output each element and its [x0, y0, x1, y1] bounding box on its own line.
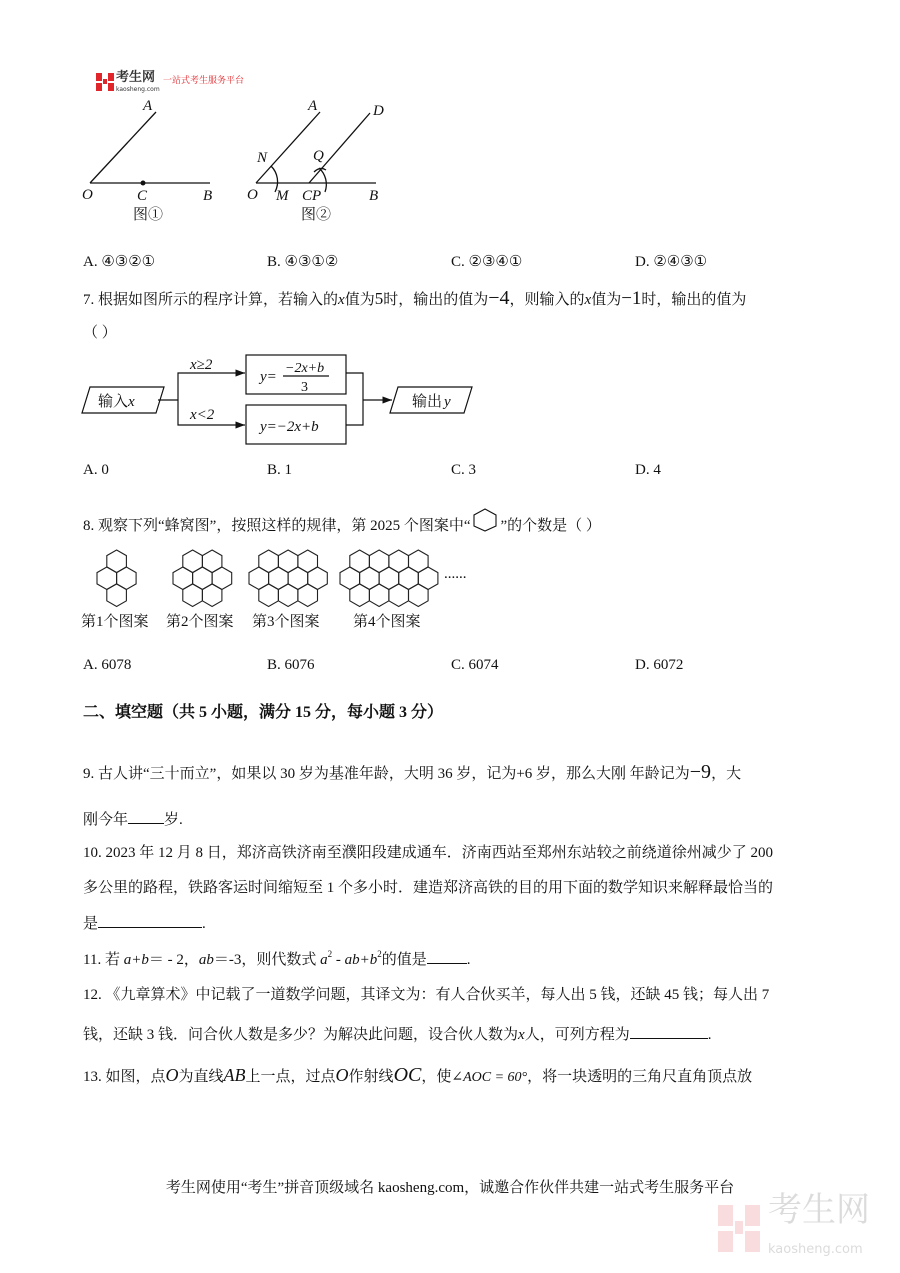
- hexagon-cell: [350, 584, 370, 607]
- q7-question: 7. 根据如图所示的程序计算，若输入的x值为5时，输出的值为−4，则输入的x值为−1时，输出的值为: [83, 287, 747, 309]
- q8-question: 8. 观察下列“蜂窝图”，按照这样的规律，第 2025 个图案中“ ”的个数是（ ）: [83, 508, 601, 535]
- answer-blank[interactable]: [98, 913, 202, 928]
- svg-text:Q: Q: [313, 148, 324, 164]
- hexagon-cell: [409, 584, 429, 607]
- svg-text:x≥2: x≥2: [190, 357, 213, 373]
- answer-blank[interactable]: [630, 1024, 708, 1039]
- q7-option-b: B. 1: [267, 462, 293, 478]
- hexagon-cell: [202, 584, 222, 607]
- q10-line1: 10. 2023 年 12 月 8 日，郑济高铁济南至濮阳段建成通车．济南西站至郑州东站较之前绕道徐州减少了 200: [83, 845, 774, 861]
- svg-text:y: y: [444, 394, 451, 410]
- hexagon-cell: [183, 584, 203, 607]
- q7-option-a: A. 0: [83, 462, 109, 478]
- q10-line2: 多公里的路程，铁路客运时间缩短至 1 个多小时．建造郑济高铁的目的用下面的数学知识来解释最恰当的: [83, 880, 774, 896]
- hexagon-cell: [298, 584, 318, 607]
- svg-text:N: N: [257, 150, 268, 166]
- svg-text:M: M: [276, 188, 289, 204]
- q8-option-b: B. 6076: [267, 657, 315, 673]
- svg-text:x: x: [128, 394, 135, 410]
- q12-line1: 12. 《九章算术》中记载了一道数学问题，其译文为：有人合伙买羊，每人出 5 钱，还缺 45 钱；每人出 7: [83, 987, 770, 1003]
- logo-slogan: 一站式考生服务平台: [163, 76, 245, 86]
- section-title: 二、填空题（共 5 小题，满分 15 分，每小题 3 分）: [83, 704, 444, 721]
- label-o: O: [82, 187, 93, 203]
- svg-text:输入: 输入: [98, 394, 129, 410]
- q9-line2: 刚今年 岁.: [83, 809, 183, 829]
- label-a: A: [143, 98, 153, 114]
- logo-domain: kaosheng.com: [116, 86, 160, 93]
- ellipsis: ......: [444, 566, 467, 582]
- svg-text:x<2: x<2: [190, 407, 215, 423]
- hexagon-cell: [107, 584, 127, 607]
- honeycomb-pattern-3: [249, 550, 327, 607]
- hexagon-cell: [278, 584, 298, 607]
- q6-option-d: D. ②④③①: [635, 254, 708, 270]
- pattern-caption-4: 第4个图案: [353, 614, 421, 630]
- pattern-caption-3: 第3个图案: [252, 614, 320, 630]
- hexagon-cell: [369, 584, 389, 607]
- q6-option-b: B. ④③①②: [267, 254, 339, 270]
- q7-answer-paren: （ ）: [83, 325, 117, 341]
- q8-option-c: C. 6074: [451, 657, 499, 673]
- label-c: C: [137, 188, 148, 204]
- hexagon-cell: [389, 584, 409, 607]
- svg-text:y=: y=: [260, 369, 277, 385]
- svg-text:A: A: [308, 98, 318, 114]
- footer-text: 考生网使用“考生”拼音顶级域名 kaosheng.com，诚邀合作伙伴共建一站式考生服务平台: [165, 1180, 735, 1196]
- q9-question: 9. 古人讲“三十而立”，如果以 30 岁为基准年龄，大明 36 岁，记为+6 岁，那么大刚 年龄记为−9，大: [83, 761, 742, 783]
- honeycomb-patterns: [0, 0, 480, 620]
- honeycomb-pattern-2: [173, 550, 232, 607]
- watermark-mark-icon: [718, 1205, 760, 1253]
- footer-watermark-logo: 考生网 kaosheng.com: [718, 1205, 888, 1255]
- q13-question: 13. 如图，点O为直线AB上一点，过点O作射线OC，使∠AOC = 60°，将一块透明的三角尺直角顶点放: [83, 1064, 753, 1086]
- svg-text:输出: 输出: [412, 394, 443, 410]
- q12-line2: 钱，还缺 3 钱．问合伙人数是多少？为解决此问题，设合伙人数为x人，可列方程为 .: [83, 1024, 711, 1044]
- q10-line3: 是 .: [83, 913, 206, 933]
- svg-text:B: B: [369, 188, 379, 204]
- q6-option-c: C. ②③④①: [451, 254, 523, 270]
- svg-text:−2x+b: −2x+b: [285, 361, 325, 376]
- label-b: B: [203, 188, 213, 204]
- figure-2-caption: 图②: [301, 207, 332, 223]
- q8-option-a: A. 6078: [83, 657, 132, 673]
- q11-question: 11. 若 a+b＝ - 2，ab＝-3，则代数式 $a^2 - ab+b^2$的值是 .: [83, 949, 471, 968]
- q7-option-c: C. 3: [451, 462, 477, 478]
- logo-brand: 考生网: [116, 70, 156, 85]
- pattern-caption-2: 第2个图案: [166, 614, 234, 630]
- svg-text:3: 3: [301, 380, 308, 395]
- svg-text:O: O: [247, 187, 258, 203]
- svg-text:y=−2x+b: y=−2x+b: [260, 419, 319, 435]
- answer-blank[interactable]: [427, 949, 467, 964]
- hexagon-cell: [259, 584, 279, 607]
- svg-text:CP: CP: [302, 188, 322, 204]
- figure-1-caption: 图①: [133, 207, 164, 223]
- q6-option-a: A. ④③②①: [83, 254, 156, 270]
- honeycomb-pattern-4: [340, 550, 438, 607]
- answer-blank[interactable]: [128, 809, 164, 824]
- svg-text:D: D: [373, 103, 384, 119]
- q8-option-d: D. 6072: [635, 657, 684, 673]
- pattern-caption-1: 第1个图案: [81, 614, 149, 630]
- honeycomb-pattern-1: [97, 550, 136, 607]
- q7-option-d: D. 4: [635, 462, 661, 478]
